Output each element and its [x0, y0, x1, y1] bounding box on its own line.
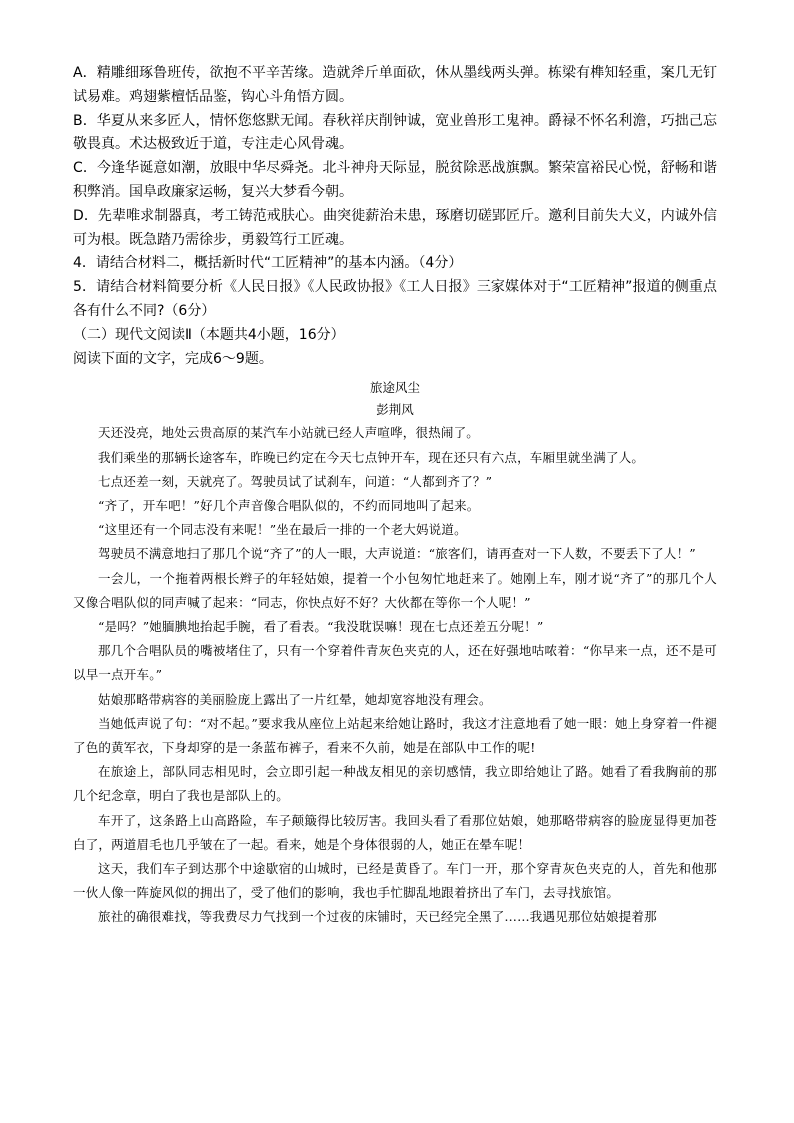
- story-paragraph: “是吗？”她腼腆地抬起手腕，看了看表。“我没耽误嘛！现在七点还差五分呢！”: [98, 618, 544, 634]
- story-author: 彭荆风: [376, 402, 414, 418]
- option-b: B．华夏从来多匠人，情怀您悠默无闻。春秋祥庆削钟诚，宽业兽形工鬼神。爵禄不怀名利澹，巧拙己忘敬畏真。术达极致近于道，专注走心风骨魂。: [73, 112, 717, 153]
- reading-instruction: 阅读下面的文字，完成6～9题。: [73, 350, 273, 367]
- story-paragraph: 旅社的确很难找，等我费尽力气找到一个过夜的床铺时，天已经完全黑了……我遇见那位姑娘提着那: [98, 909, 657, 925]
- story-paragraph: 车开了，这条路上山高路险，车子颠簸得比较厉害。我回头看了看那位姑娘，她那略带病容的脸庞显得更加苍白了，两道眉毛也几乎皱在了一起。看来，她是个身体很弱的人，她正在晕车呢！: [73, 812, 717, 852]
- story-paragraph: “这里还有一个同志没有来呢！”坐在最后一排的一个老大妈说道。: [98, 522, 467, 538]
- story-title: 旅途风尘: [369, 380, 420, 396]
- story-paragraph: 天还没亮，地处云贵高原的某汽车小站就已经人声喧哗，很热闹了。: [98, 425, 480, 441]
- story-paragraph: 那几个合唱队员的嘴被堵住了，只有一个穿着件青灰色夹克的人，还在好强地咕哝着：“你早来一点，还不是可以早一点开车。”: [73, 643, 717, 683]
- story-paragraph: 在旅途上，部队同志相见时，会立即引起一种战友相见的亲切感情，我立即给她让了路。她看了看我胸前的那几个纪念章，明白了我也是部队上的。: [73, 764, 717, 804]
- story-paragraph: 七点还差一刻，天就亮了。驾驶员试了试刹车，问道：“人都到齐了？”: [98, 473, 493, 489]
- story-paragraph: 我们乘坐的那辆长途客车，昨晚已约定在今天七点钟开车，现在还只有六点，车厢里就坐满了人。: [98, 449, 645, 465]
- option-a: A．精雕细琢鲁班传，欲抱不平辛苦缘。造就斧斤单面砍，休从墨线两头弹。栋梁有榫知轻重，案几无钉试易难。鸡翅紫檀恬品鉴，钩心斗角悟方圆。: [73, 65, 717, 105]
- story-paragraph: 一会儿，一个拖着两根长辫子的年轻姑娘，提着一个小包匆忙地赶来了。她刚上车，刚才说“齐了”的那几个人又像合唱队似的同声喊了起来：“同志，你快点好不好？大伙都在等你一个人呢！”: [73, 570, 717, 610]
- question-5: 5．请结合材料简要分析《人民日报》《人民政协报》《工人日报》三家媒体对于“工匠精神”报道的侧重点各有什么不同?（6分）: [73, 279, 717, 319]
- option-c: C．今逢华诞意如潮，放眼中华尽舜尧。北斗神舟天际显，脱贫除恶战旗飘。繁荣富裕民心悦，舒畅和谐积弊消。国阜政廉家运畅，复兴大梦看今朝。: [73, 160, 717, 200]
- story-paragraph: 驾驶员不满意地扫了那几个说“齐了”的人一眼，大声说道：“旅客们，请再查对一下人数，不要丢下了人！”: [98, 546, 696, 562]
- story-paragraph: “齐了，开车吧！”好几个声音像合唱队似的，不约而同地叫了起来。: [98, 497, 480, 513]
- question-4: 4．请结合材料二，概括新时代“工匠精神”的基本内涵。（4分）: [73, 255, 463, 272]
- option-d: D．先辈唯求制器真，考工铸范戒肤心。曲突徙薪治未患，琢磨切磋郢匠斤。邀利目前失大义，内诚外信可为根。既急踏乃需徐步，勇毅笃行工匠魂。: [73, 207, 717, 248]
- section-heading: （二）现代文阅读Ⅱ（本题共4小题，16分）: [73, 326, 345, 343]
- story-paragraph: 当她低声说了句：“对不起。”要求我从座位上站起来给她让路时，我这才注意地看了她一眼：她上身穿着一件褪了色的黄军衣，下身却穿的是一条蓝布裤子，看来不久前，她是在部队中工作的呢!: [73, 715, 717, 755]
- story-paragraph: 姑娘那略带病容的美丽脸庞上露出了一片红晕，她却宽容地没有理会。: [98, 691, 492, 707]
- exam-page: [73, 62, 717, 930]
- story-paragraph: 这天，我们车子到达那个中途歇宿的山城时，已经是黄昏了。车门一开，那个穿青灰色夹克的人，首先和他那一伙人像一阵旋风似的拥出了，受了他们的影响，我也手忙脚乱地跟着挤出了车门，去寻找旅馆。: [73, 861, 717, 901]
